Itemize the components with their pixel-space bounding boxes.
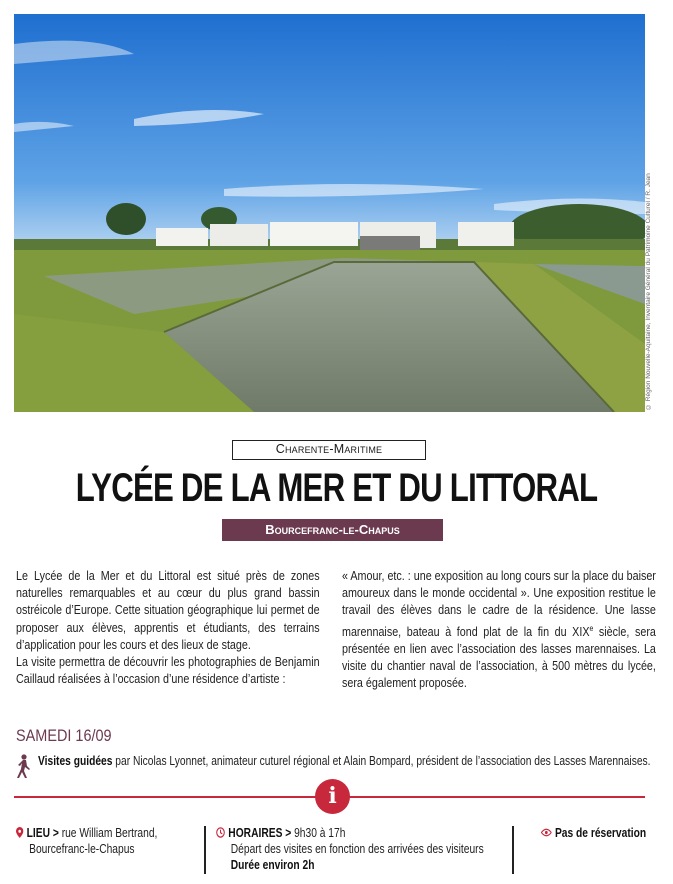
location-pin-icon xyxy=(16,827,23,838)
footer-separator xyxy=(204,826,206,874)
body-paragraph: La visite permettra de découvrir les photographies de Benjamin Caillaud réalisées à l’occasion d’une résidence d’artiste : xyxy=(16,655,320,687)
clock-icon xyxy=(216,827,225,838)
hero-photo xyxy=(14,14,645,412)
superscript: e xyxy=(589,623,594,633)
page-title: LYCÉE DE LA MER ET DU LITTORAL xyxy=(75,466,598,510)
eye-icon xyxy=(541,827,552,838)
body-paragraph xyxy=(342,568,656,693)
reservation-text: Pas de réservation xyxy=(554,826,647,840)
walking-person-icon xyxy=(14,753,34,779)
photo-credit: © Région Nouvelle-Aquitaine, Inventaire Général du Patrimoine Culturel / R. Jean xyxy=(645,173,652,410)
event-date: SAMEDI 16/09 xyxy=(16,726,112,745)
horaires-time: 9h30 à 17h xyxy=(291,826,346,840)
footer-lieu xyxy=(16,825,157,857)
lieu-label: LIEU > xyxy=(26,826,59,840)
footer-reservation xyxy=(541,825,646,841)
lieu-address-line2: Bourcefranc-le-Chapus xyxy=(29,842,135,856)
body-column-right xyxy=(342,568,656,693)
horaires-note: Départ des visites en fonction des arrivées des visiteurs xyxy=(230,842,484,856)
hero-photo-illustration xyxy=(14,14,645,412)
footer-separator xyxy=(512,826,514,874)
town-badge: Bourcefranc-le-Chapus xyxy=(222,519,443,541)
body-text: « Amour, etc. : une exposition au long cours sur la place du baiser amoureux dans le monde occidental ». Une exposition restitue le travail des élèves dans le cadre de la résidence. Une lasse marennaise, bateau à fond plat de la fin du XIX xyxy=(342,569,656,639)
visit-info xyxy=(14,753,664,779)
region-label: Charente-Maritime xyxy=(232,440,426,460)
footer-horaires xyxy=(216,825,484,873)
horaires-label: HORAIRES > xyxy=(228,826,292,840)
body-column-left xyxy=(16,568,320,688)
lieu-address-line1: rue William Bertrand, xyxy=(58,826,158,840)
visit-description: par Nicolas Lyonnet, animateur cuturel régional et Alain Bompard, président de l’association des Lasses Marennaises. xyxy=(112,754,651,768)
info-icon: i xyxy=(315,779,350,814)
visit-label: Visites guidées xyxy=(38,754,113,768)
body-paragraph: Le Lycée de la Mer et du Littoral est situé près de zones naturelles remarquables et au cœur du plus grand bassin ostréicole d’Europe. Cette situation géographique lui permet de proposer aux élèves, apprentis et étudiants, des terrains d’application pour les cours et des lieux de stage. xyxy=(16,569,320,652)
body-text: siècle, sera présentée en lien avec l’association des lasses marennaises. La visite du chantier naval de l’association, à 500 mètres du lycée, sera également proposée. xyxy=(342,624,656,691)
horaires-duration: Durée environ 2h xyxy=(230,858,315,872)
visit-text xyxy=(38,753,651,770)
